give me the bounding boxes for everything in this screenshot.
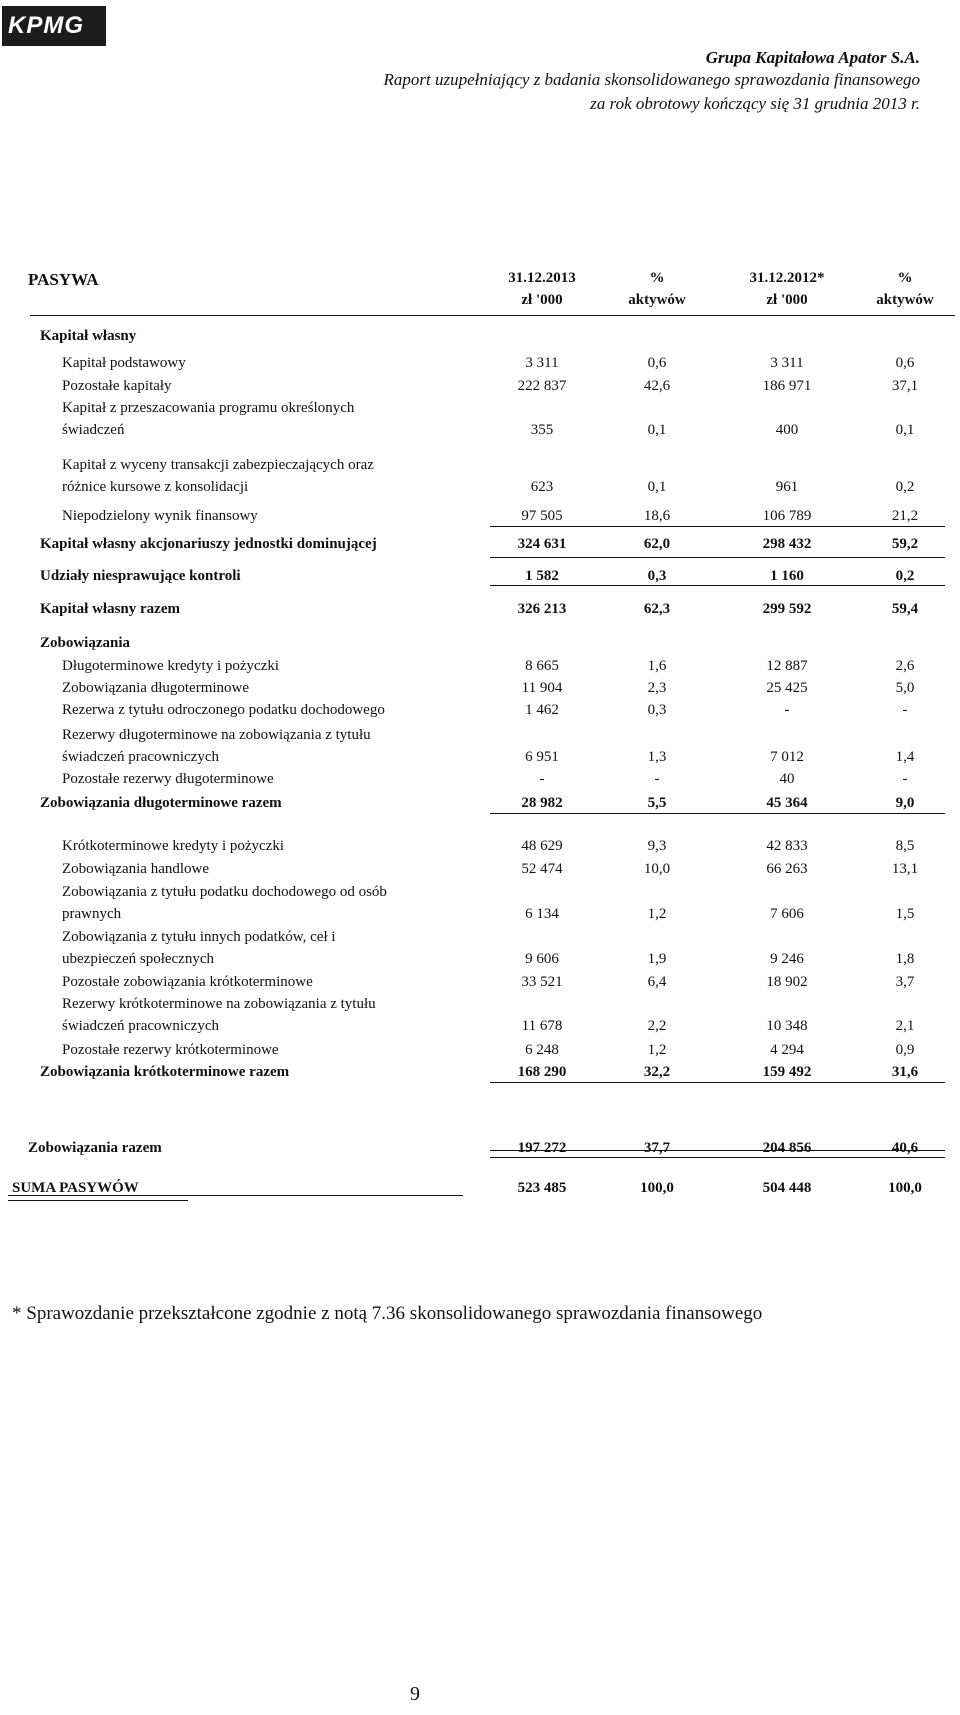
footnote: * Sprawozdanie przekształcone zgodnie z notą 7.36 skonsolidowanego sprawozdania finansowego bbox=[12, 1303, 763, 1324]
row-label: świadczeń pracowniczych bbox=[62, 749, 220, 765]
row-label: świadczeń bbox=[62, 422, 125, 438]
pct-2012: 0,2 bbox=[895, 568, 915, 584]
row-label: Rezerwy krótkoterminowe na zobowiązania z tytułu bbox=[62, 996, 376, 1012]
table-row bbox=[0, 1018, 960, 1040]
row-label: Zobowiązania razem bbox=[28, 1140, 162, 1156]
pct-2012: 1,5 bbox=[895, 906, 915, 922]
pct-2012: 0,2 bbox=[895, 479, 915, 495]
row-label: Zobowiązania handlowe bbox=[62, 861, 210, 877]
value-2013: 33 521 bbox=[521, 974, 563, 990]
table-row bbox=[0, 906, 960, 928]
table-row bbox=[0, 355, 960, 377]
pct-2012: 1,8 bbox=[895, 951, 915, 967]
pct-2012: 2,1 bbox=[895, 1018, 915, 1034]
row-label: Kapitał podstawowy bbox=[62, 355, 186, 371]
value-2013: 3 311 bbox=[525, 355, 559, 371]
pct-2012: 2,6 bbox=[895, 658, 915, 674]
value-2013: 52 474 bbox=[521, 861, 563, 877]
value-2013: 326 213 bbox=[517, 601, 567, 617]
value-2012: 7 012 bbox=[770, 749, 804, 765]
row-label: Udziały niesprawujące kontroli bbox=[40, 568, 241, 584]
pct-2013: 0,3 bbox=[647, 568, 667, 584]
row-label: Rezerwy długoterminowe na zobowiązania z tytułu bbox=[62, 727, 371, 743]
report-period: za rok obrotowy kończący się 31 grudnia 2013 r. bbox=[590, 94, 920, 113]
value-2012: 12 887 bbox=[766, 658, 808, 674]
pct-2013: 1,3 bbox=[647, 749, 667, 765]
table-row bbox=[0, 635, 960, 657]
pct-2013: 10,0 bbox=[643, 861, 671, 877]
pct-2013: 5,5 bbox=[647, 795, 667, 811]
pct-2012: - bbox=[902, 702, 908, 718]
table-row bbox=[0, 680, 960, 702]
table-row bbox=[0, 702, 960, 724]
table-row bbox=[0, 422, 960, 444]
pct-2012: 59,2 bbox=[891, 536, 919, 552]
row-label: Kapitał z przeszacowania programu określonych bbox=[62, 400, 355, 416]
pct-2013: - bbox=[654, 771, 660, 787]
pct-2012: 100,0 bbox=[888, 1180, 922, 1196]
value-2013: 6 134 bbox=[525, 906, 559, 922]
table-row bbox=[0, 727, 960, 749]
rule-line bbox=[490, 1150, 945, 1151]
value-2013: 222 837 bbox=[517, 378, 567, 394]
table-row bbox=[0, 861, 960, 883]
pct-2012: 37,1 bbox=[891, 378, 919, 394]
table-row bbox=[0, 658, 960, 680]
pct-2013: 42,6 bbox=[643, 378, 671, 394]
header-rule bbox=[30, 315, 955, 316]
value-2013: 523 485 bbox=[517, 1180, 567, 1196]
value-2013: 9 606 bbox=[525, 951, 559, 967]
pct-2013: 9,3 bbox=[647, 838, 667, 854]
table-row bbox=[0, 457, 960, 479]
page-number: 9 bbox=[410, 1683, 420, 1705]
value-2013: 6 951 bbox=[525, 749, 559, 765]
row-label: Zobowiązania krótkoterminowe razem bbox=[40, 1064, 290, 1080]
col-2013-head: 31.12.2013 bbox=[508, 270, 576, 286]
value-2012: 45 364 bbox=[766, 795, 808, 811]
row-label: Niepodzielony wynik finansowy bbox=[62, 508, 258, 524]
table-row bbox=[0, 838, 960, 860]
row-label: Pozostałe zobowiązania krótkoterminowe bbox=[62, 974, 313, 990]
value-2012: 504 448 bbox=[762, 1180, 812, 1196]
table-title: PASYWA bbox=[28, 270, 99, 289]
pct-2012: 8,5 bbox=[895, 838, 915, 854]
table-row bbox=[0, 479, 960, 501]
table-row bbox=[0, 568, 960, 590]
pct-2012: 0,6 bbox=[895, 355, 915, 371]
table-row bbox=[0, 974, 960, 996]
pct-2013: 0,1 bbox=[647, 422, 667, 438]
pct-2012: 0,9 bbox=[895, 1042, 915, 1058]
pct-2013: 2,3 bbox=[647, 680, 667, 696]
pct-2013: 2,2 bbox=[647, 1018, 667, 1034]
col-pct-2013-unit: aktywów bbox=[628, 292, 686, 308]
rule-line bbox=[490, 526, 945, 527]
col-2012-unit: zł '000 bbox=[766, 292, 808, 308]
value-2013: 6 248 bbox=[525, 1042, 559, 1058]
row-label: Rezerwa z tytułu odroczonego podatku dochodowego bbox=[62, 702, 385, 718]
col-pct-2013-head: % bbox=[649, 270, 665, 286]
table-row bbox=[0, 1180, 960, 1202]
pct-2012: 21,2 bbox=[891, 508, 919, 524]
value-2012: 1 160 bbox=[770, 568, 804, 584]
row-label: Zobowiązania z tytułu podatku dochodowego od osób bbox=[62, 884, 387, 900]
col-2012-head: 31.12.2012* bbox=[749, 270, 825, 286]
value-2012: 106 789 bbox=[762, 508, 812, 524]
pct-2012: 1,4 bbox=[895, 749, 915, 765]
rule-line bbox=[8, 1200, 188, 1201]
row-label: Pozostałe rezerwy długoterminowe bbox=[62, 771, 274, 787]
value-2012: 400 bbox=[775, 422, 799, 438]
rule-line bbox=[490, 1157, 945, 1158]
row-label: Kapitał z wyceny transakcji zabezpieczających oraz bbox=[62, 457, 374, 473]
value-2013: 1 582 bbox=[525, 568, 559, 584]
row-label: prawnych bbox=[62, 906, 122, 922]
rule-line bbox=[490, 585, 945, 586]
table-row bbox=[0, 929, 960, 951]
value-2012: - bbox=[784, 702, 790, 718]
pct-2013: 18,6 bbox=[643, 508, 671, 524]
row-label: Zobowiązania długoterminowe razem bbox=[40, 795, 282, 811]
kpmg-logo: KPMG bbox=[2, 6, 106, 46]
row-label: Długoterminowe kredyty i pożyczki bbox=[62, 658, 280, 674]
pct-2013: 1,9 bbox=[647, 951, 667, 967]
rule-line bbox=[490, 813, 945, 814]
row-label: Kapitał własny bbox=[40, 328, 137, 344]
value-2013: 324 631 bbox=[517, 536, 567, 552]
row-label: SUMA PASYWÓW bbox=[12, 1180, 139, 1196]
pct-2013: 0,1 bbox=[647, 479, 667, 495]
value-2012: 298 432 bbox=[762, 536, 812, 552]
row-label: Zobowiązania długoterminowe bbox=[62, 680, 250, 696]
row-label: Zobowiązania z tytułu innych podatków, ceł i bbox=[62, 929, 336, 945]
pct-2012: 5,0 bbox=[895, 680, 915, 696]
value-2012: 4 294 bbox=[770, 1042, 804, 1058]
value-2012: 7 606 bbox=[770, 906, 804, 922]
value-2012: 10 348 bbox=[766, 1018, 808, 1034]
pct-2012: 0,1 bbox=[895, 422, 915, 438]
col-2013-unit: zł '000 bbox=[521, 292, 563, 308]
rule-line bbox=[490, 1082, 945, 1083]
table-row bbox=[0, 601, 960, 623]
rule-line bbox=[490, 557, 945, 558]
table-row bbox=[0, 328, 960, 350]
table-row bbox=[0, 951, 960, 973]
value-2013: 48 629 bbox=[521, 838, 563, 854]
row-label: Zobowiązania bbox=[40, 635, 131, 651]
row-label: różnice kursowe z konsolidacji bbox=[62, 479, 249, 495]
value-2013: 197 272 bbox=[517, 1140, 567, 1156]
value-2012: 40 bbox=[779, 771, 795, 787]
pct-2013: 62,0 bbox=[643, 536, 671, 552]
value-2013: - bbox=[539, 771, 545, 787]
value-2012: 186 971 bbox=[762, 378, 812, 394]
pct-2013: 62,3 bbox=[643, 601, 671, 617]
row-label: ubezpieczeń społecznych bbox=[62, 951, 214, 967]
value-2012: 3 311 bbox=[770, 355, 804, 371]
rule-line bbox=[8, 1195, 463, 1196]
value-2012: 299 592 bbox=[762, 601, 812, 617]
report-title: Raport uzupełniający z badania skonsolidowanego sprawozdania finansowego bbox=[383, 70, 920, 89]
table-row bbox=[0, 1140, 960, 1162]
value-2013: 28 982 bbox=[521, 795, 563, 811]
table-row bbox=[0, 1042, 960, 1064]
pct-2013: 0,6 bbox=[647, 355, 667, 371]
pct-2012: 13,1 bbox=[891, 861, 919, 877]
row-label: świadczeń pracowniczych bbox=[62, 1018, 220, 1034]
pct-2013: 6,4 bbox=[647, 974, 667, 990]
pct-2013: 1,6 bbox=[647, 658, 667, 674]
pct-2013: 32,2 bbox=[643, 1064, 671, 1080]
col-pct-2012-unit: aktywów bbox=[876, 292, 934, 308]
table-row bbox=[0, 536, 960, 558]
pct-2012: - bbox=[902, 771, 908, 787]
table-row bbox=[0, 771, 960, 793]
pct-2013: 0,3 bbox=[647, 702, 667, 718]
value-2012: 18 902 bbox=[766, 974, 808, 990]
value-2012: 66 263 bbox=[766, 861, 808, 877]
value-2013: 11 904 bbox=[521, 680, 563, 696]
col-pct-2012-head: % bbox=[897, 270, 913, 286]
table-row bbox=[0, 884, 960, 906]
table-row bbox=[0, 996, 960, 1018]
table-row bbox=[0, 400, 960, 422]
value-2012: 204 856 bbox=[762, 1140, 812, 1156]
table-row bbox=[0, 378, 960, 400]
table-row bbox=[0, 749, 960, 771]
row-label: Pozostałe kapitały bbox=[62, 378, 172, 394]
value-2013: 168 290 bbox=[517, 1064, 567, 1080]
value-2012: 159 492 bbox=[762, 1064, 812, 1080]
pct-2012: 3,7 bbox=[895, 974, 915, 990]
value-2013: 11 678 bbox=[521, 1018, 563, 1034]
value-2013: 8 665 bbox=[525, 658, 559, 674]
value-2013: 1 462 bbox=[525, 702, 559, 718]
pct-2013: 37,7 bbox=[643, 1140, 671, 1156]
pct-2012: 59,4 bbox=[891, 601, 919, 617]
value-2013: 355 bbox=[530, 422, 554, 438]
row-label: Krótkoterminowe kredyty i pożyczki bbox=[62, 838, 285, 854]
row-label: Kapitał własny razem bbox=[40, 601, 180, 617]
pct-2013: 1,2 bbox=[647, 1042, 667, 1058]
row-label: Kapitał własny akcjonariuszy jednostki dominującej bbox=[40, 536, 377, 552]
value-2012: 25 425 bbox=[766, 680, 808, 696]
pct-2013: 100,0 bbox=[640, 1180, 674, 1196]
value-2012: 42 833 bbox=[766, 838, 808, 854]
company-name: Grupa Kapitałowa Apator S.A. bbox=[705, 48, 920, 67]
value-2013: 623 bbox=[530, 479, 554, 495]
row-label: Pozostałe rezerwy krótkoterminowe bbox=[62, 1042, 279, 1058]
pct-2012: 31,6 bbox=[891, 1064, 919, 1080]
value-2012: 9 246 bbox=[770, 951, 804, 967]
pct-2013: 1,2 bbox=[647, 906, 667, 922]
value-2013: 97 505 bbox=[521, 508, 563, 524]
pct-2012: 9,0 bbox=[895, 795, 915, 811]
value-2012: 961 bbox=[775, 479, 799, 495]
pct-2012: 40,6 bbox=[891, 1140, 919, 1156]
